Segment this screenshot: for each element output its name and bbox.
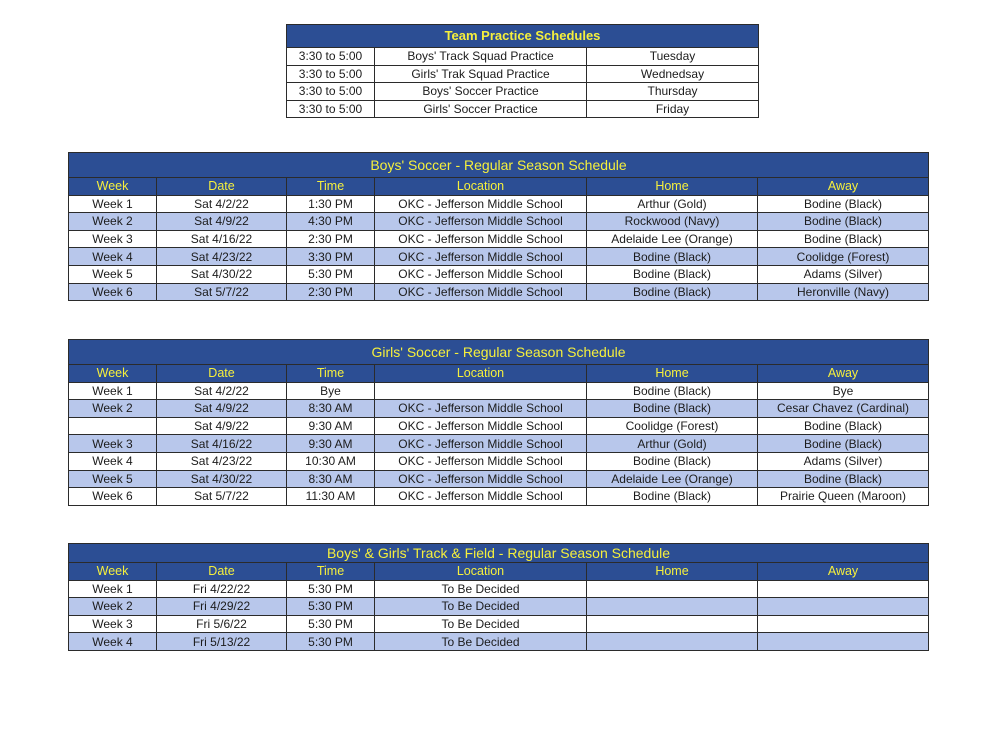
cell-week: Week 3: [69, 435, 157, 453]
col-time-header: Time: [287, 365, 375, 383]
cell-location: OKC - Jefferson Middle School: [375, 452, 587, 470]
table-row: [69, 400, 929, 418]
girls-soccer-title: Girls' Soccer - Regular Season Schedule: [69, 340, 929, 365]
table-row: [69, 283, 929, 301]
cell-time: 11:30 AM: [287, 488, 375, 506]
practice-time: 3:30 to 5:00: [287, 65, 375, 83]
table-row: [69, 633, 929, 651]
col-date-header: Date: [157, 178, 287, 196]
cell-time: 8:30 AM: [287, 470, 375, 488]
cell-location: OKC - Jefferson Middle School: [375, 195, 587, 213]
col-away-header: Away: [758, 563, 929, 581]
cell-week: Week 4: [69, 452, 157, 470]
cell-week: Week 5: [69, 265, 157, 283]
table-title-row: [69, 340, 929, 365]
cell-time: 5:30 PM: [287, 615, 375, 633]
cell-home: [587, 633, 758, 651]
cell-home: [587, 598, 758, 616]
track-field-schedule-table: [68, 543, 929, 651]
cell-home: Rockwood (Navy): [587, 213, 758, 231]
practice-activity: Girls' Soccer Practice: [375, 100, 587, 118]
table-title-row: [287, 25, 759, 48]
cell-location: To Be Decided: [375, 598, 587, 616]
cell-week: Week 1: [69, 195, 157, 213]
practice-day: Thursday: [587, 83, 759, 101]
cell-home: Bodine (Black): [587, 248, 758, 266]
table-row: [69, 452, 929, 470]
cell-location: OKC - Jefferson Middle School: [375, 470, 587, 488]
cell-week: Week 1: [69, 382, 157, 400]
practice-time: 3:30 to 5:00: [287, 100, 375, 118]
cell-away: Bodine (Black): [758, 435, 929, 453]
column-header-row: [69, 563, 929, 581]
cell-location: OKC - Jefferson Middle School: [375, 283, 587, 301]
cell-away: Bodine (Black): [758, 417, 929, 435]
cell-location: [375, 382, 587, 400]
cell-date: Sat 4/30/22: [157, 470, 287, 488]
cell-time: 9:30 AM: [287, 417, 375, 435]
cell-date: Sat 4/9/22: [157, 400, 287, 418]
cell-time: 5:30 PM: [287, 598, 375, 616]
boys-soccer-title: Boys' Soccer - Regular Season Schedule: [69, 153, 929, 178]
cell-home: Adelaide Lee (Orange): [587, 470, 758, 488]
table-row: [287, 83, 759, 101]
cell-away: Bodine (Black): [758, 230, 929, 248]
practice-table-title: Team Practice Schedules: [287, 25, 759, 48]
table-row: [287, 100, 759, 118]
cell-date: Sat 4/2/22: [157, 382, 287, 400]
col-home-header: Home: [587, 365, 758, 383]
cell-time: 5:30 PM: [287, 265, 375, 283]
table-row: [69, 195, 929, 213]
cell-week: Week 2: [69, 213, 157, 231]
track-field-title: Boys' & Girls' Track & Field - Regular Season Schedule: [69, 544, 929, 563]
column-header-row: [69, 178, 929, 196]
cell-time: 5:30 PM: [287, 633, 375, 651]
cell-home: Bodine (Black): [587, 283, 758, 301]
cell-date: Sat 4/9/22: [157, 417, 287, 435]
table-row: [287, 65, 759, 83]
cell-location: OKC - Jefferson Middle School: [375, 265, 587, 283]
table-title-row: [69, 153, 929, 178]
table-row: [69, 230, 929, 248]
cell-away: Coolidge (Forest): [758, 248, 929, 266]
cell-week: Week 4: [69, 248, 157, 266]
table-row: [287, 48, 759, 66]
table-row: [69, 435, 929, 453]
practice-time: 3:30 to 5:00: [287, 48, 375, 66]
cell-date: Fri 4/29/22: [157, 598, 287, 616]
cell-week: Week 3: [69, 615, 157, 633]
practice-day: Wednedsay: [587, 65, 759, 83]
cell-date: Fri 4/22/22: [157, 580, 287, 598]
cell-away: Prairie Queen (Maroon): [758, 488, 929, 506]
col-location-header: Location: [375, 365, 587, 383]
cell-location: OKC - Jefferson Middle School: [375, 488, 587, 506]
col-week-header: Week: [69, 178, 157, 196]
table-row: [69, 488, 929, 506]
cell-location: OKC - Jefferson Middle School: [375, 248, 587, 266]
col-date-header: Date: [157, 365, 287, 383]
col-location-header: Location: [375, 178, 587, 196]
cell-time: 9:30 AM: [287, 435, 375, 453]
practice-activity: Girls' Trak Squad Practice: [375, 65, 587, 83]
cell-time: 8:30 AM: [287, 400, 375, 418]
col-away-header: Away: [758, 178, 929, 196]
cell-week: Week 2: [69, 400, 157, 418]
cell-away: Cesar Chavez (Cardinal): [758, 400, 929, 418]
cell-date: Sat 5/7/22: [157, 488, 287, 506]
cell-location: OKC - Jefferson Middle School: [375, 400, 587, 418]
col-location-header: Location: [375, 563, 587, 581]
cell-location: To Be Decided: [375, 633, 587, 651]
practice-day: Friday: [587, 100, 759, 118]
cell-week: Week 6: [69, 283, 157, 301]
cell-away: [758, 615, 929, 633]
table-row: [69, 213, 929, 231]
table-row: [69, 382, 929, 400]
practice-time: 3:30 to 5:00: [287, 83, 375, 101]
cell-week: Week 3: [69, 230, 157, 248]
cell-away: Bodine (Black): [758, 213, 929, 231]
cell-date: Sat 4/2/22: [157, 195, 287, 213]
cell-home: Arthur (Gold): [587, 435, 758, 453]
cell-week: Week 4: [69, 633, 157, 651]
cell-away: Bye: [758, 382, 929, 400]
col-week-header: Week: [69, 365, 157, 383]
cell-date: Fri 5/6/22: [157, 615, 287, 633]
cell-week: Week 6: [69, 488, 157, 506]
practice-activity: Boys' Track Squad Practice: [375, 48, 587, 66]
cell-date: Sat 4/16/22: [157, 230, 287, 248]
cell-date: Sat 4/30/22: [157, 265, 287, 283]
cell-date: Sat 4/16/22: [157, 435, 287, 453]
table-row: [69, 417, 929, 435]
cell-date: Sat 4/9/22: [157, 213, 287, 231]
cell-away: Heronville (Navy): [758, 283, 929, 301]
col-week-header: Week: [69, 563, 157, 581]
cell-time: 1:30 PM: [287, 195, 375, 213]
cell-time: Bye: [287, 382, 375, 400]
column-header-row: [69, 365, 929, 383]
cell-location: OKC - Jefferson Middle School: [375, 417, 587, 435]
table-row: [69, 248, 929, 266]
cell-date: Fri 5/13/22: [157, 633, 287, 651]
cell-date: Sat 4/23/22: [157, 452, 287, 470]
cell-home: Bodine (Black): [587, 400, 758, 418]
practice-day: Tuesday: [587, 48, 759, 66]
cell-location: To Be Decided: [375, 580, 587, 598]
cell-week: Week 2: [69, 598, 157, 616]
cell-away: [758, 598, 929, 616]
cell-week: [69, 417, 157, 435]
cell-week: Week 1: [69, 580, 157, 598]
cell-time: 3:30 PM: [287, 248, 375, 266]
cell-date: Sat 4/23/22: [157, 248, 287, 266]
cell-location: To Be Decided: [375, 615, 587, 633]
practice-schedule-table: [286, 24, 759, 118]
cell-time: 2:30 PM: [287, 283, 375, 301]
col-away-header: Away: [758, 365, 929, 383]
cell-time: 10:30 AM: [287, 452, 375, 470]
cell-home: [587, 580, 758, 598]
cell-time: 2:30 PM: [287, 230, 375, 248]
cell-home: Adelaide Lee (Orange): [587, 230, 758, 248]
cell-home: Coolidge (Forest): [587, 417, 758, 435]
cell-home: Bodine (Black): [587, 382, 758, 400]
cell-location: OKC - Jefferson Middle School: [375, 230, 587, 248]
cell-home: Bodine (Black): [587, 265, 758, 283]
col-home-header: Home: [587, 178, 758, 196]
table-row: [69, 615, 929, 633]
girls-soccer-schedule-table: [68, 339, 929, 506]
table-row: [69, 598, 929, 616]
cell-home: Bodine (Black): [587, 452, 758, 470]
col-time-header: Time: [287, 178, 375, 196]
cell-time: 4:30 PM: [287, 213, 375, 231]
table-row: [69, 470, 929, 488]
cell-location: OKC - Jefferson Middle School: [375, 213, 587, 231]
table-title-row: [69, 544, 929, 563]
cell-away: Bodine (Black): [758, 470, 929, 488]
cell-week: Week 5: [69, 470, 157, 488]
col-time-header: Time: [287, 563, 375, 581]
table-row: [69, 265, 929, 283]
cell-home: Bodine (Black): [587, 488, 758, 506]
cell-away: Adams (Silver): [758, 452, 929, 470]
cell-away: Bodine (Black): [758, 195, 929, 213]
table-row: [69, 580, 929, 598]
boys-soccer-schedule-table: [68, 152, 929, 301]
col-home-header: Home: [587, 563, 758, 581]
col-date-header: Date: [157, 563, 287, 581]
cell-home: [587, 615, 758, 633]
cell-time: 5:30 PM: [287, 580, 375, 598]
cell-location: OKC - Jefferson Middle School: [375, 435, 587, 453]
cell-away: [758, 633, 929, 651]
cell-home: Arthur (Gold): [587, 195, 758, 213]
practice-activity: Boys' Soccer Practice: [375, 83, 587, 101]
cell-date: Sat 5/7/22: [157, 283, 287, 301]
cell-away: Adams (Silver): [758, 265, 929, 283]
cell-away: [758, 580, 929, 598]
